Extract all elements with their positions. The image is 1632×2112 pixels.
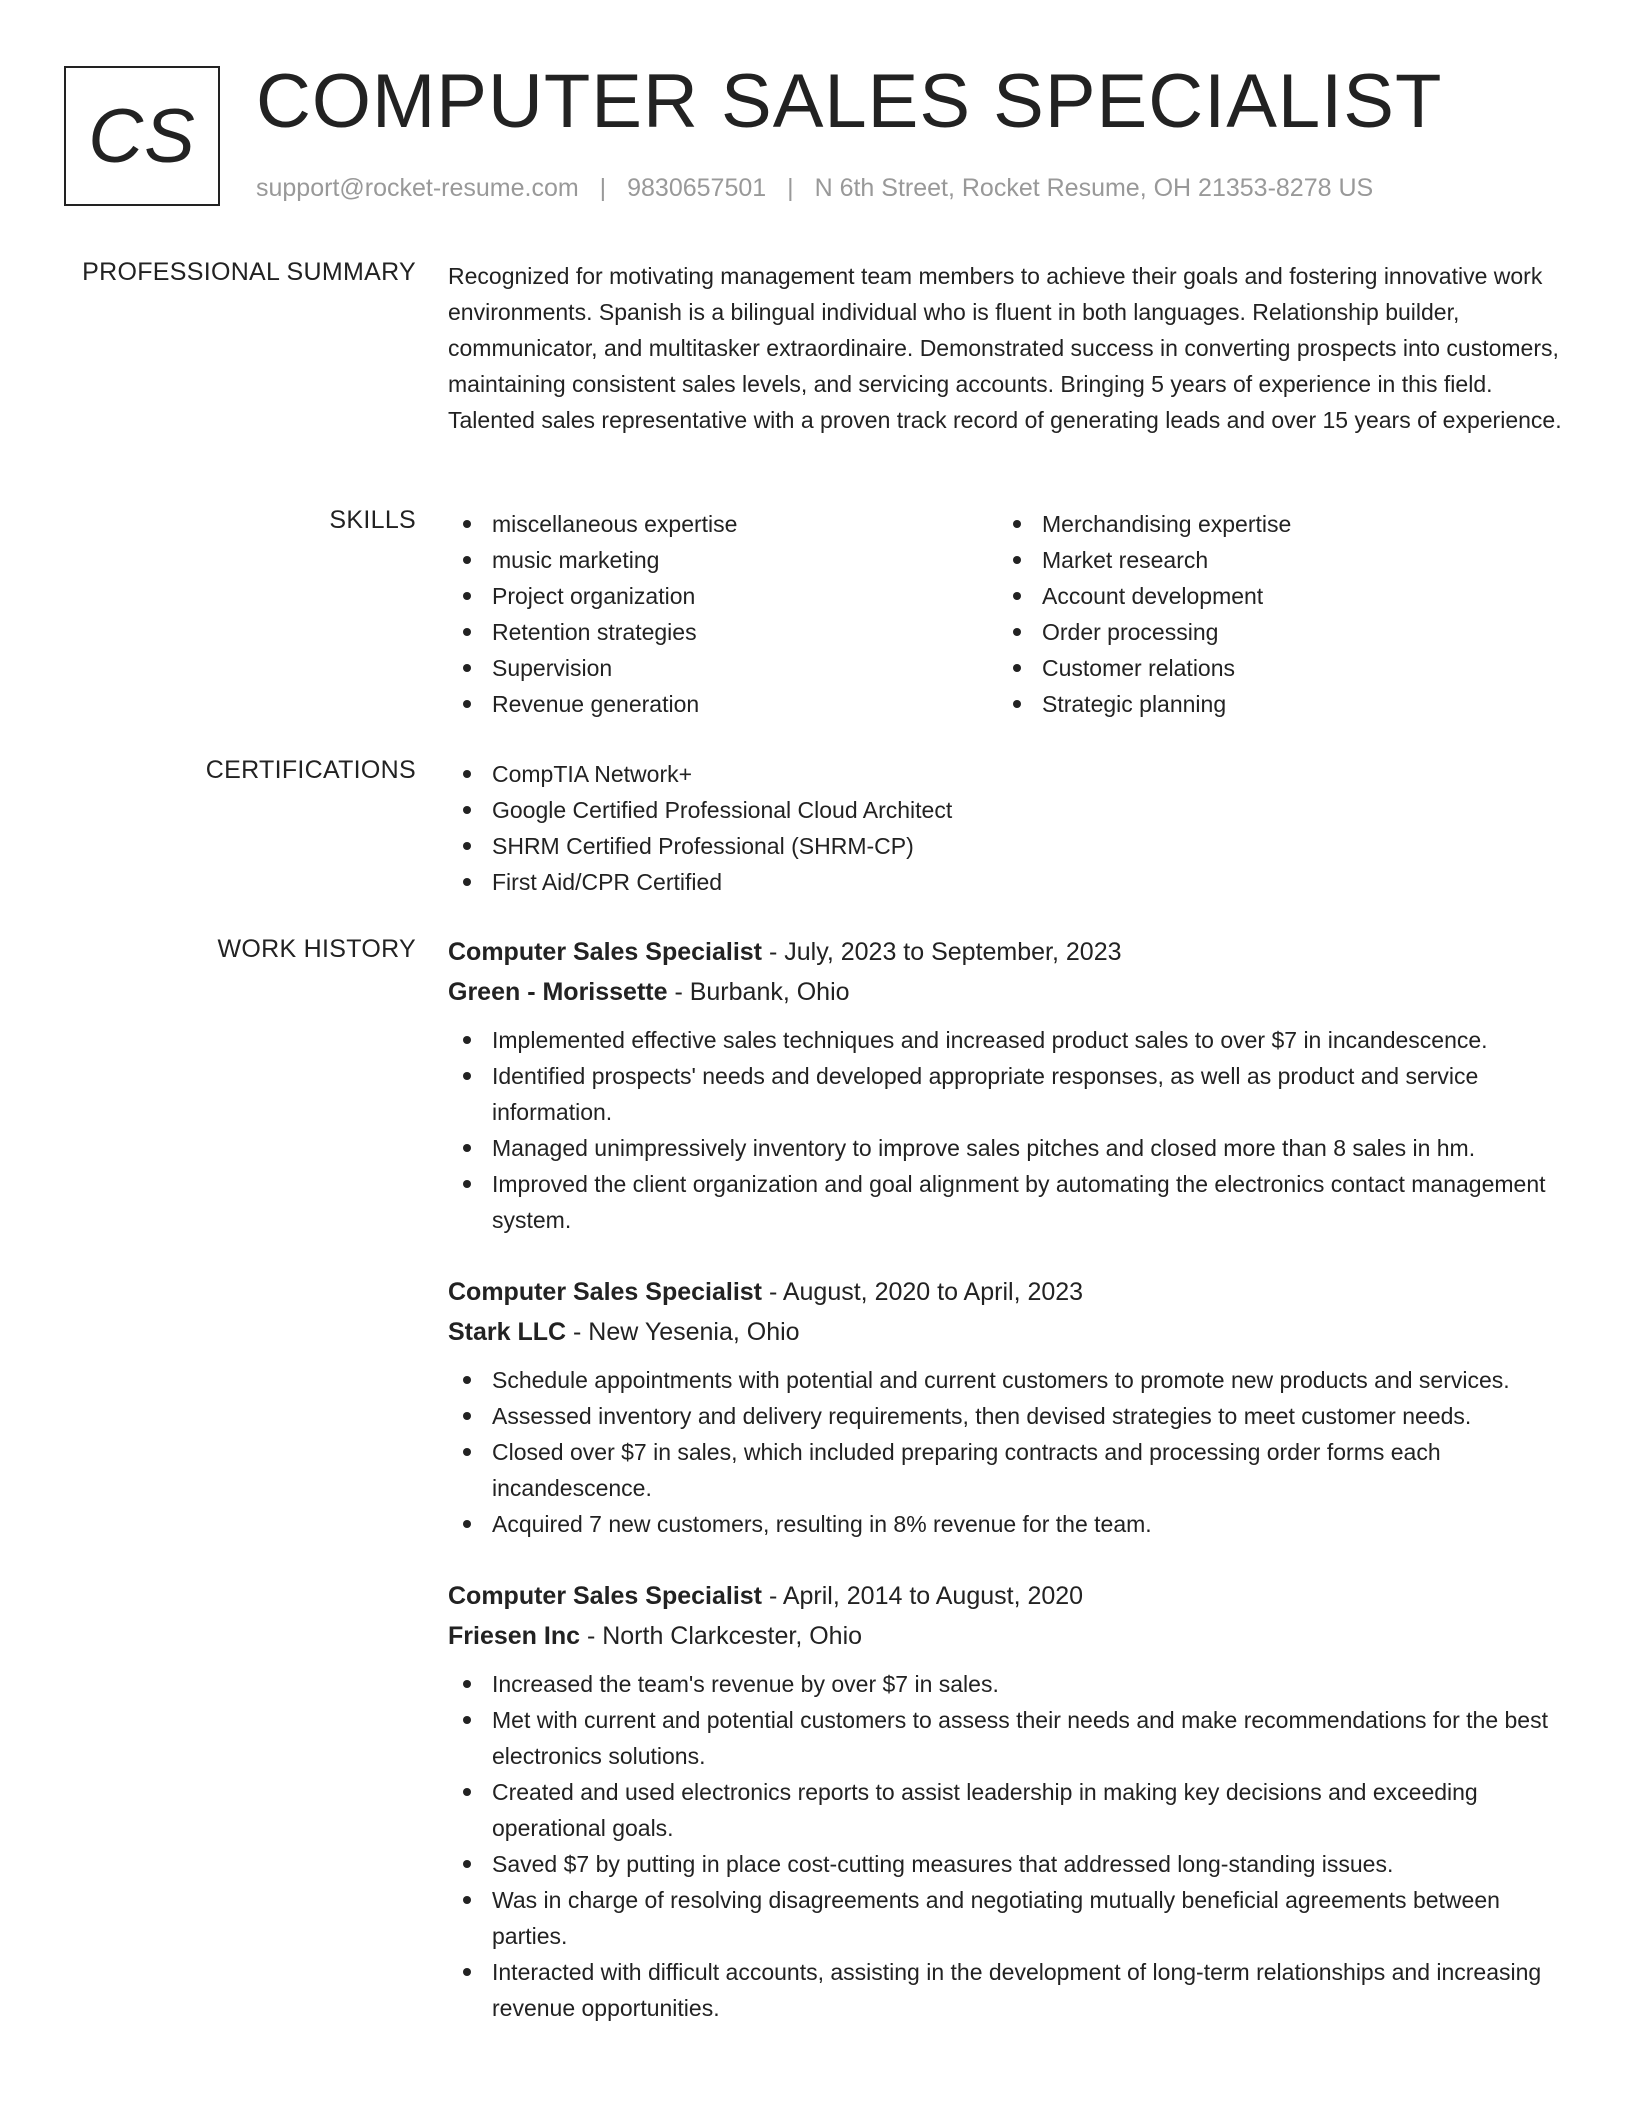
job-location: - New Yesenia, Ohio bbox=[566, 1318, 800, 1346]
certifications-body bbox=[448, 756, 1572, 900]
job-bullet: Acquired 7 new customers, resulting in 8% revenue for the team. bbox=[448, 1506, 1572, 1542]
job-role-line bbox=[448, 1272, 1572, 1312]
job-bullet: Implemented effective sales techniques and increased product sales to over $7 in incandescence. bbox=[448, 1022, 1572, 1058]
job-bullet: Was in charge of resolving disagreements and negotiating mutually beneficial agreements between parties. bbox=[448, 1882, 1572, 1954]
summary-text: Recognized for motivating management team members to achieve their goals and fostering innovative work environments. Spanish is a bilingual individual who is fluent in both languages. Relationship builder, communicator, and multitasker extraordinaire. Demonstrated success in converting prospects into customers, maintaining consistent sales levels, and servicing accounts. Bringing 5 years of experience in this field. Talented sales representative with a proven track record of generating leads and over 15 years of experience. bbox=[448, 263, 1562, 433]
job-bullets bbox=[448, 1362, 1572, 1542]
job-company: Green - Morissette bbox=[448, 978, 668, 1006]
contact-email: support@rocket-resume.com bbox=[256, 174, 579, 202]
job-bullet: Identified prospects' needs and developed appropriate responses, as well as product and service information. bbox=[448, 1058, 1572, 1130]
job-company: Stark LLC bbox=[448, 1318, 567, 1346]
job-entry bbox=[448, 932, 1572, 1238]
skills-list-right bbox=[998, 506, 1548, 722]
job-company-line bbox=[448, 1616, 1572, 1656]
skill-item: Order processing bbox=[998, 614, 1548, 650]
job-entry bbox=[448, 1576, 1572, 2026]
skill-item: Supervision bbox=[448, 650, 998, 686]
skills-heading: SKILLS bbox=[329, 506, 416, 534]
summary-heading: PROFESSIONAL SUMMARY bbox=[82, 258, 416, 286]
summary-body bbox=[448, 258, 1572, 438]
contact-address: N 6th Street, Rocket Resume, OH 21353-8278 US bbox=[814, 174, 1374, 202]
job-bullet: Increased the team's revenue by over $7 in sales. bbox=[448, 1666, 1572, 1702]
job-company-line bbox=[448, 1312, 1572, 1352]
monogram-initials: CS bbox=[88, 93, 196, 179]
skills-body bbox=[448, 506, 1572, 722]
certification-item: CompTIA Network+ bbox=[448, 756, 1572, 792]
job-entry bbox=[448, 1272, 1572, 1542]
job-role: Computer Sales Specialist bbox=[448, 1582, 763, 1610]
job-role: Computer Sales Specialist bbox=[448, 1278, 763, 1306]
job-role-line bbox=[448, 1576, 1572, 1616]
job-location: - Burbank, Ohio bbox=[667, 978, 850, 1006]
skill-item: Account development bbox=[998, 578, 1548, 614]
skill-item: music marketing bbox=[448, 542, 998, 578]
summary-section bbox=[0, 258, 1632, 478]
skill-item: Revenue generation bbox=[448, 686, 998, 722]
job-bullet: Saved $7 by putting in place cost-cutting measures that addressed long-standing issues. bbox=[448, 1846, 1572, 1882]
monogram-box bbox=[64, 66, 220, 206]
work-history-heading: WORK HISTORY bbox=[217, 935, 416, 963]
job-bullets bbox=[448, 1666, 1572, 2026]
skills-list-left bbox=[448, 506, 998, 722]
job-bullet: Improved the client organization and goal alignment by automating the electronics contact management system. bbox=[448, 1166, 1572, 1238]
job-bullet: Met with current and potential customers to assess their needs and make recommendations for the best electronics solutions. bbox=[448, 1702, 1572, 1774]
job-dates: - August, 2020 to April, 2023 bbox=[762, 1278, 1084, 1306]
certification-item: SHRM Certified Professional (SHRM-CP) bbox=[448, 828, 1572, 864]
work-history-section bbox=[0, 932, 1632, 2112]
job-bullets bbox=[448, 1022, 1572, 1238]
skill-item: Retention strategies bbox=[448, 614, 998, 650]
skills-section bbox=[0, 506, 1632, 736]
skill-item: Project organization bbox=[448, 578, 998, 614]
skill-item: Merchandising expertise bbox=[998, 506, 1548, 542]
work-history-body bbox=[448, 932, 1572, 2060]
job-company: Friesen Inc bbox=[448, 1622, 580, 1650]
skill-item: Strategic planning bbox=[998, 686, 1548, 722]
skill-item: Market research bbox=[998, 542, 1548, 578]
contact-phone: 9830657501 bbox=[627, 174, 767, 202]
skill-item: Customer relations bbox=[998, 650, 1548, 686]
job-role-line bbox=[448, 932, 1572, 972]
certification-item: Google Certified Professional Cloud Architect bbox=[448, 792, 1572, 828]
job-bullet: Interacted with difficult accounts, assisting in the development of long-term relationships and increasing revenue opportunities. bbox=[448, 1954, 1572, 2026]
contact-line bbox=[256, 174, 1373, 203]
job-company-line bbox=[448, 972, 1572, 1012]
certifications-heading: CERTIFICATIONS bbox=[205, 756, 416, 784]
job-location: - North Clarkcester, Ohio bbox=[580, 1622, 863, 1650]
job-bullet: Schedule appointments with potential and current customers to promote new products and services. bbox=[448, 1362, 1572, 1398]
job-dates: - April, 2014 to August, 2020 bbox=[762, 1582, 1084, 1610]
contact-separator: | bbox=[599, 174, 607, 202]
job-bullet: Managed unimpressively inventory to improve sales pitches and closed more than 8 sales in hm. bbox=[448, 1130, 1572, 1166]
certifications-section bbox=[0, 756, 1632, 916]
certification-item: First Aid/CPR Certified bbox=[448, 864, 1572, 900]
contact-separator: | bbox=[787, 174, 794, 202]
job-bullet: Closed over $7 in sales, which included preparing contracts and processing order forms each incandescence. bbox=[448, 1434, 1572, 1506]
job-bullet: Created and used electronics reports to assist leadership in making key decisions and exceeding operational goals. bbox=[448, 1774, 1572, 1846]
job-bullet: Assessed inventory and delivery requirements, then devised strategies to meet customer needs. bbox=[448, 1398, 1572, 1434]
job-dates: - July, 2023 to September, 2023 bbox=[762, 938, 1122, 966]
certifications-list bbox=[448, 756, 1572, 900]
skill-item: miscellaneous expertise bbox=[448, 506, 998, 542]
job-role: Computer Sales Specialist bbox=[448, 938, 763, 966]
resume-title: COMPUTER SALES SPECIALIST bbox=[256, 59, 1443, 144]
